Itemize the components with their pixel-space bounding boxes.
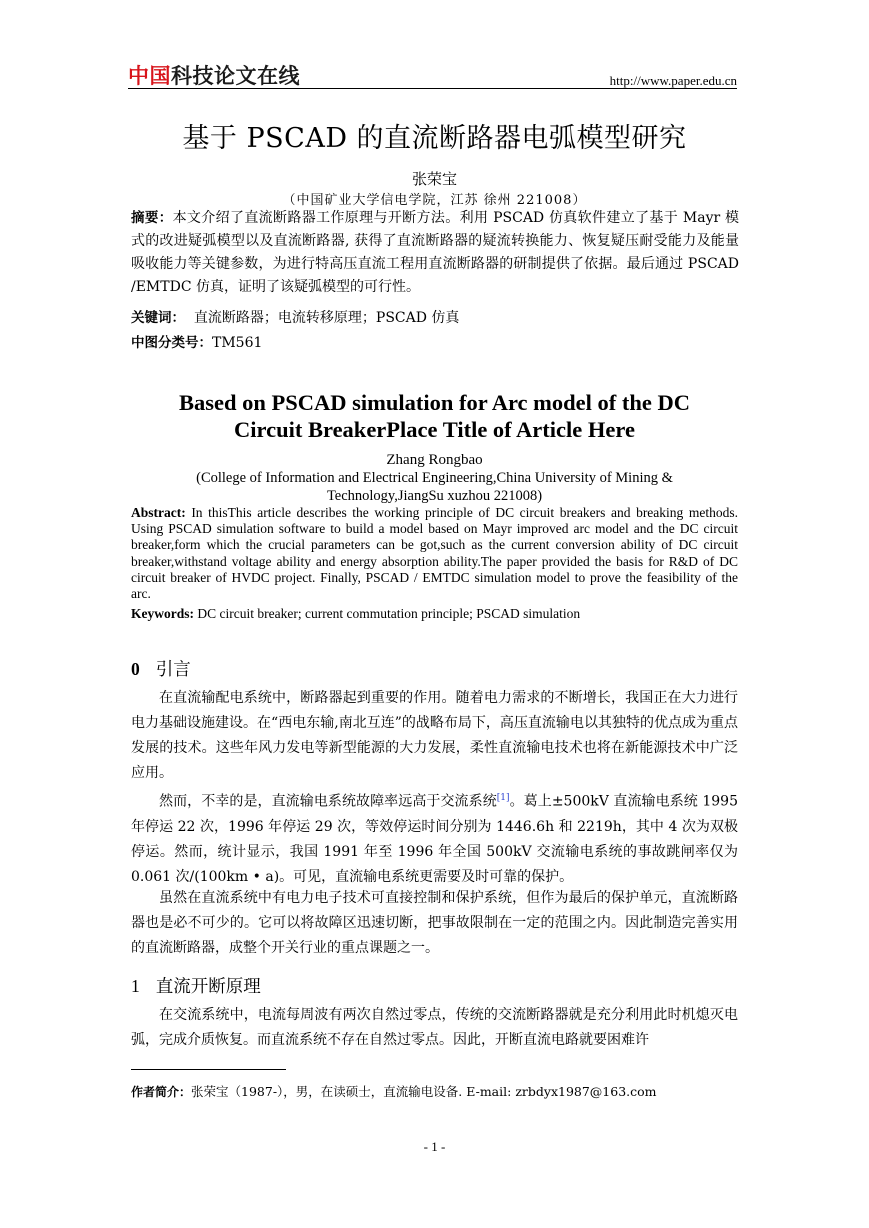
- author-en: Zhang Rongbao: [386, 452, 483, 468]
- affiliation-en-line1: (College of Information and Electrical Engineering,China University of Mining &: [196, 470, 673, 486]
- section-title: 直流开断原理: [155, 977, 261, 997]
- paragraph: 在直流输配电系统中，断路器起到重要的作用。随着电力需求的不断增长，我国正在大力进行电力基础设施建设。在“西电东输,南北互连”的战略布局下，高压直流输电以其独特的优点成为重点发展的技术。这些年风力发电等新型能源的大力发展，柔性直流输电技术也将在新能源技术中广泛应用。: [131, 690, 738, 781]
- page-number: - 1 -: [423, 1139, 446, 1154]
- abstract-en: [131, 505, 738, 602]
- journal-logo: [128, 60, 300, 90]
- abstract-en-text: In thisThis article describes the working principle of DC circuit breakers and breaking methods. Using PSCAD simulation software to build a model based on Mayr improved arc model and the DC circuit breaker,form which the crucial parameters can be got,such as the current conversion ability of DC circuit breaker,withstand voltage ability and energy absorption ability.The paper provided the basis for R&D of DC circuit breaker of HVDC project. Finally, PSCAD / EMTDC simulation model to prove the feasibility of the arc.: [131, 505, 738, 602]
- keywords-zh-text: 直流断路器；电流转移原理；PSCAD 仿真: [193, 310, 460, 326]
- keywords-zh: [131, 307, 739, 330]
- section-number: 0: [131, 659, 140, 679]
- classification-zh: [131, 332, 739, 355]
- classification-value: TM561: [212, 335, 263, 351]
- paragraph: [131, 786, 738, 890]
- title-en-line2: Circuit BreakerPlace Title of Article Here: [234, 417, 635, 442]
- keywords-en-text: DC circuit breaker; current commutation principle; PSCAD simulation: [197, 606, 581, 621]
- paragraph: 虽然在直流系统中有电力电子技术可直接控制和保护系统，但作为最后的保护单元，直流断路器也是必不可少的。它可以将故障区迅速切断，把事故限制在一定的范围之内。因此制造完善实用的直流断路器，成整个开关行业的重点课题之一。: [131, 890, 738, 956]
- header-url[interactable]: http://www.paper.edu.cn: [609, 73, 737, 88]
- section-number: 1: [131, 976, 140, 996]
- header-divider: [128, 88, 737, 89]
- abstract-en-label: Abstract:: [131, 505, 186, 520]
- abstract-zh-label: 摘要：: [131, 210, 173, 226]
- paragraph: 在交流系统中，电流每周波有两次自然过零点，传统的交流断路器就是充分利用此时机熄灭电弧，完成介质恢复。而直流系统不存在自然过零点。因此，开断直流电路就要困难许: [131, 1007, 738, 1048]
- classification-label: 中图分类号：: [131, 335, 212, 351]
- section-heading-1: [131, 973, 261, 998]
- paper-title-zh: 基于 PSCAD 的直流断路器电弧模型研究: [182, 123, 687, 154]
- abstract-zh: [131, 207, 739, 299]
- abstract-zh-text: 本文介绍了直流断路器工作原理与开断方法。利用 PSCAD 仿真软件建立了基于 Mayr 模式的改进疑弧模型以及直流断路器, 获得了直流断路器的疑流转换能力、恢复疑压耐受能力及能量吸收能力等关键参数，为进行特高压直流工程用直流断路器的研制提供了依据。最后通过 PSCAD /EMTDC 仿真，证明了该疑弧模型的可行性。: [131, 210, 740, 295]
- author-zh: 张荣宝: [411, 170, 457, 188]
- title-en-line1: Based on PSCAD simulation for Arc model of the DC: [178, 390, 691, 415]
- footnote-divider: [131, 1069, 286, 1070]
- citation-link[interactable]: [1]: [496, 793, 510, 803]
- paragraph-text: 然而，不幸的是，直流输电系统故障率远高于交流系统: [159, 793, 497, 810]
- keywords-en-label: Keywords:: [131, 606, 194, 621]
- footnote: [131, 1082, 657, 1100]
- footnote-text: 张荣宝（1987-），男，在读硕士，直流输电设备. E-mail: zrbdyx1987@163.com: [191, 1084, 657, 1099]
- logo-black-text: 科技论文在线: [171, 64, 300, 88]
- section-title: 引言: [155, 660, 191, 680]
- keywords-zh-label: 关键词：: [131, 310, 185, 326]
- footnote-label: 作者简介：: [131, 1085, 192, 1099]
- section-heading-0: [131, 656, 191, 681]
- affiliation-en: [0, 470, 869, 505]
- paragraph-text: 。葛上±500kV 直流输电系统 1995 年停运 22 次，1996 年停运 29 次，等效停运时间分别为 1446.6h 和 2219h，其中 4 次为双极停运。然而，统计显示，我国 1991 年至 1996 年全国 500kV 交流输电系统的事故跳闸率仅为 0.061 次/(100km • a)。可见，直流输电系统更需要及时可靠的保护。: [131, 793, 738, 885]
- affiliation-zh: （中国矿业大学信电学院，江苏 徐州 221008）: [282, 193, 587, 208]
- keywords-en: [131, 606, 738, 622]
- logo-red-text: 中国: [128, 64, 171, 88]
- paper-title-en: [0, 389, 869, 443]
- affiliation-en-line2: Technology,JiangSu xuzhou 221008): [326, 487, 543, 504]
